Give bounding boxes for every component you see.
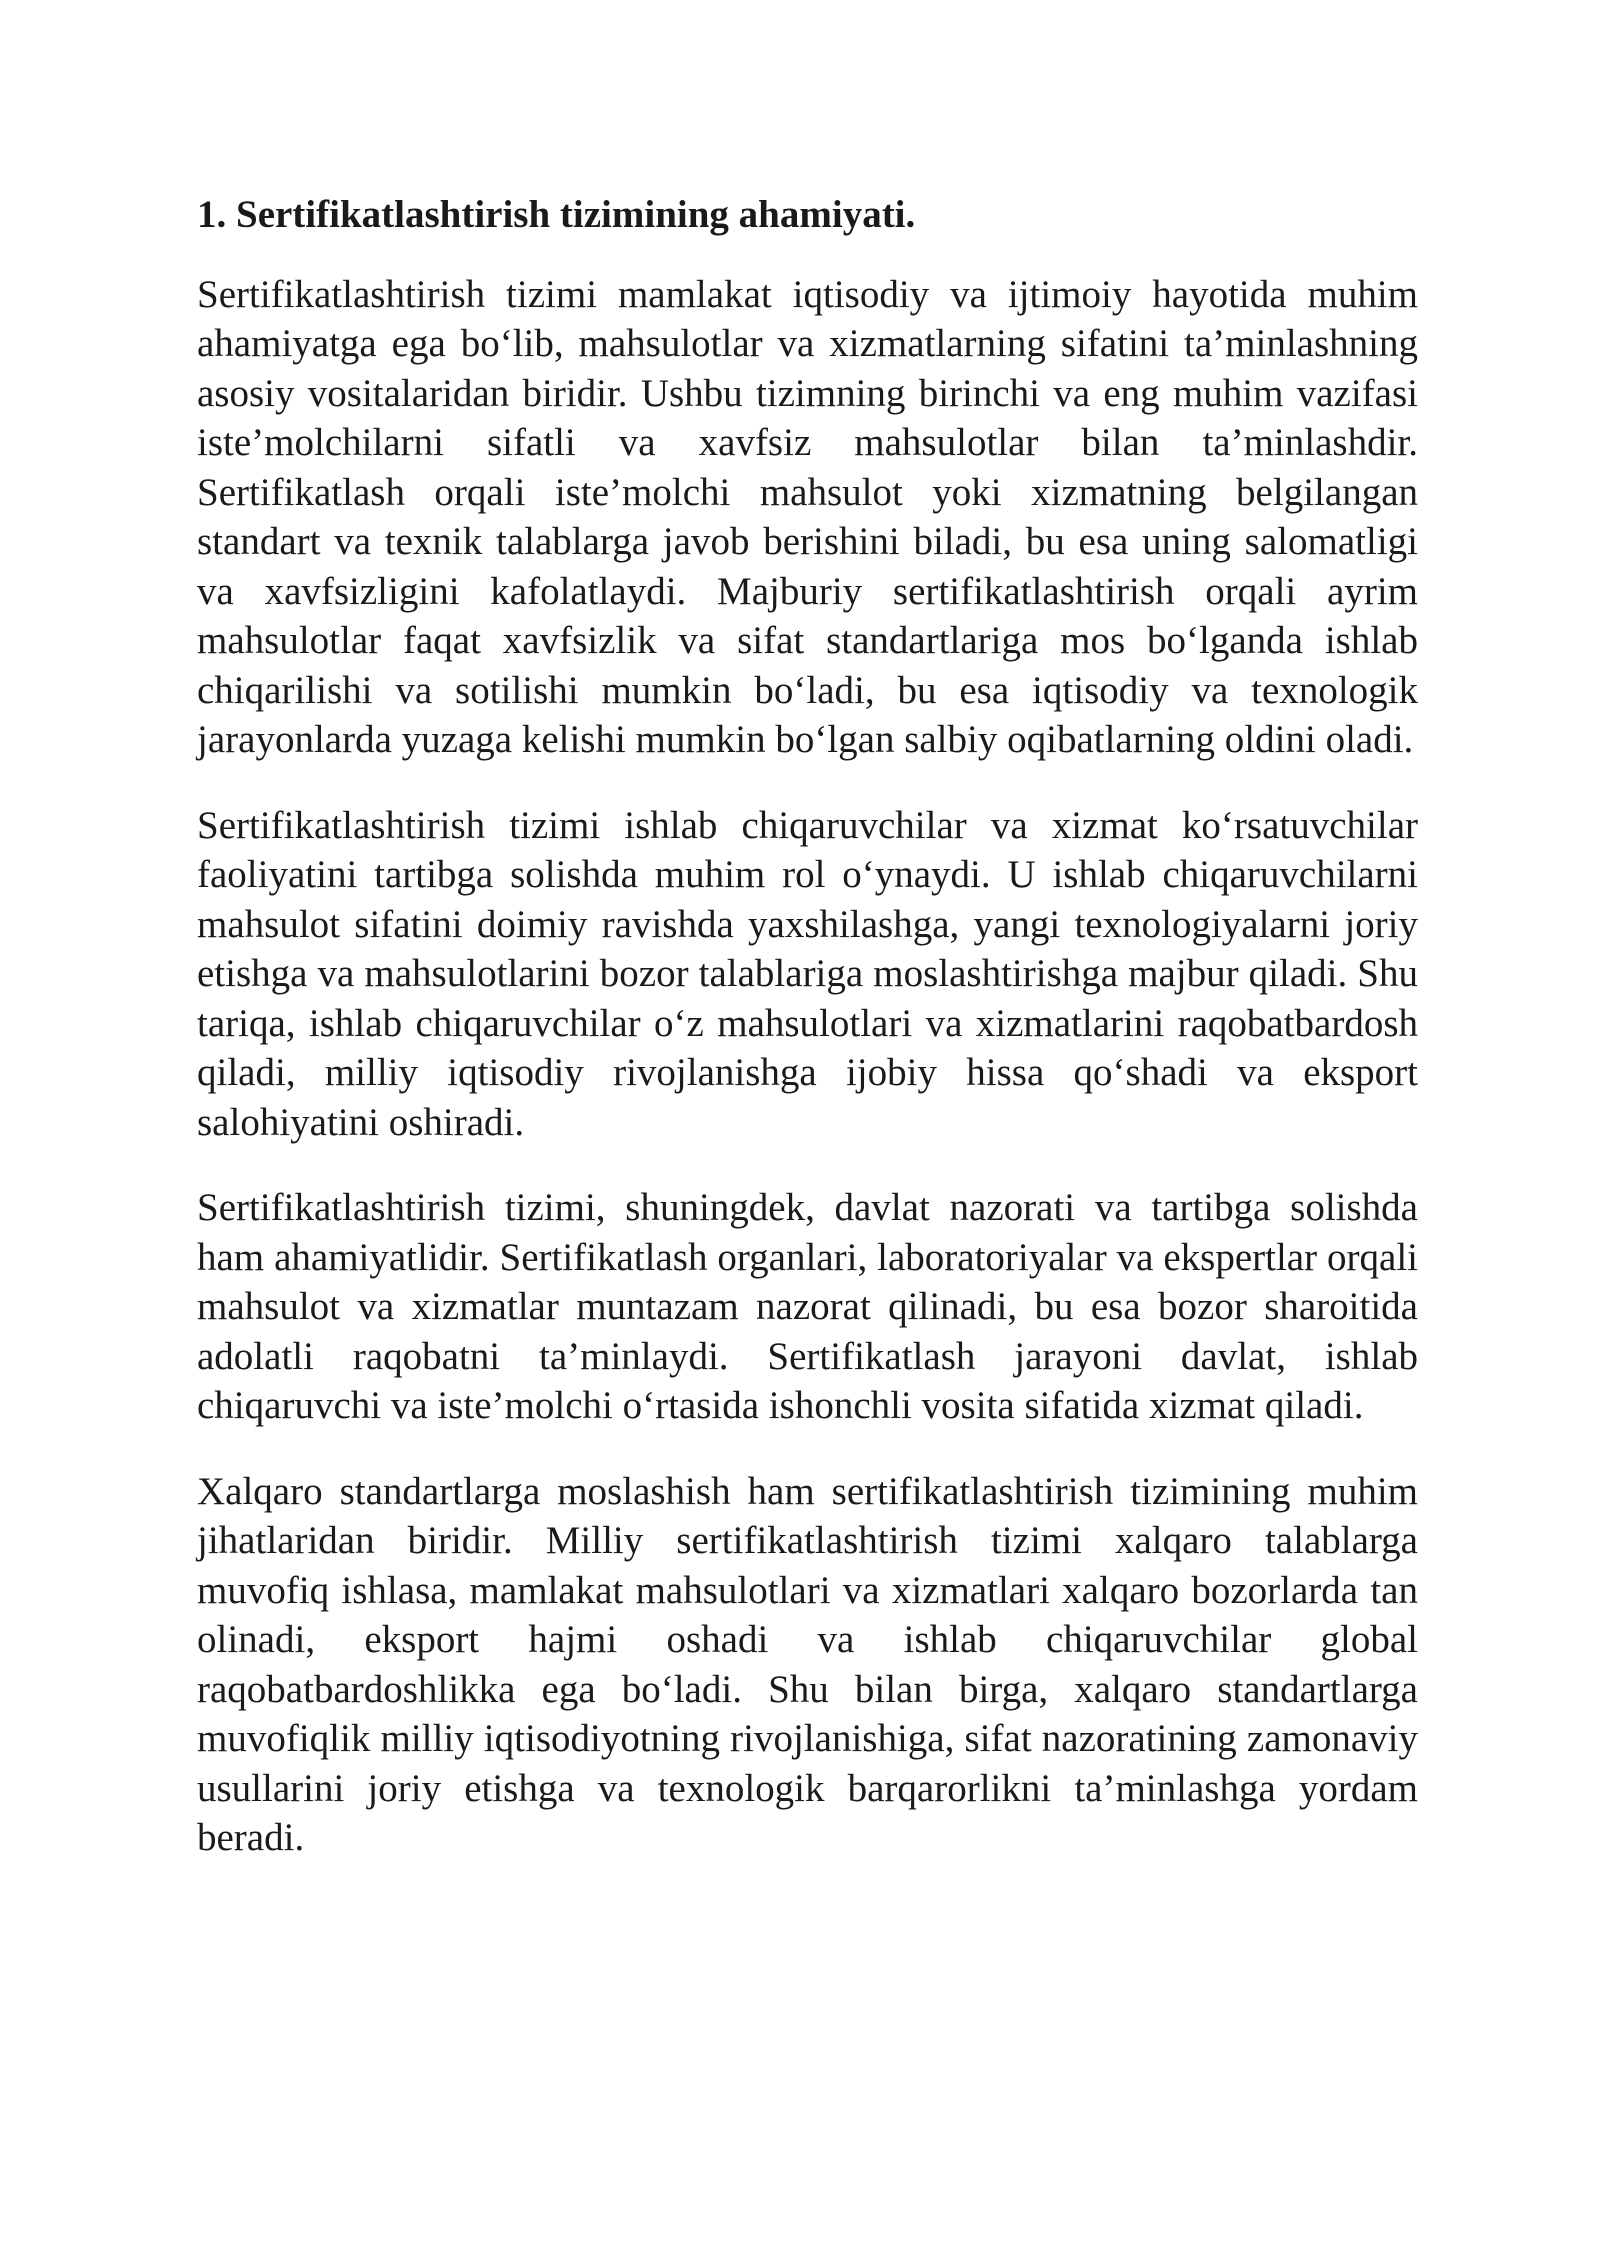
section-heading: 1. Sertifikatlashtirish tizimining ahamiyati.: [197, 193, 916, 236]
paragraph-2: Sertifikatlashtirish tizimi ishlab chiqaruvchilar va xizmat ko‘rsatuvchilar faoliyatini tartibga solishda muhim rol o‘ynaydi. U ishlab chiqaruvchilarni mahsulot sifatini doimiy ravishda yaxshilashga, yangi texnologiyalarni joriy etishga va mahsulotlarini bozor talablariga moslashtirishga majbur qiladi. Shu tariqa, ishlab chiqaruvchilar o‘z mahsulotlari va xizmatlarini raqobatbardosh qiladi, milliy iqtisodiy rivojlanishga ijobiy hissa qo‘shadi va eksport salohiyatini oshiradi.: [197, 803, 1418, 1144]
paragraph-3: Sertifikatlashtirish tizimi, shuningdek, davlat nazorati va tartibga solishda ham ahamiyatlidir. Sertifikatlash organlari, laboratoriyalar va ekspertlar orqali mahsulot va xizmatlar muntazam nazorat qilinadi, bu esa bozor sharoitida adolatli raqobatni ta’minlaydi. Sertifikatlash jarayoni davlat, ishlab chiqaruvchi va iste’molchi o‘rtasida ishonchli vosita sifatida xizmat qiladi.: [197, 1186, 1418, 1427]
paragraph-1: Sertifikatlashtirish tizimi mamlakat iqtisodiy va ijtimoiy hayotida muhim ahamiyatga ega bo‘lib, mahsulotlar va xizmatlarning sifatini ta’minlashning asosiy vositalaridan biridir. Ushbu tizimning birinchi va eng muhim vazifasi iste’molchilarni sifatli va xavfsiz mahsulotlar bilan ta’minlashdir. Sertifikatlash orqali iste’molchi mahsulot yoki xizmatning belgilangan standart va texnik talablarga javob berishini biladi, bu esa uning salomatligi va xavfsizligini kafolatlaydi. Majburiy sertifikatlashtirish orqali ayrim mahsulotlar faqat xavfsizlik va sifat standartlariga mos bo‘lganda ishlab chiqarilishi va sotilishi mumkin bo‘ladi, bu esa iqtisodiy va texnologik jarayonlarda yuzaga kelishi mumkin bo‘lgan salbiy oqibatlarning oldini oladi.: [197, 272, 1418, 761]
paragraph-4: Xalqaro standartlarga moslashish ham sertifikatlashtirish tizimining muhim jihatlaridan biridir. Milliy sertifikatlashtirish tizimi xalqaro talablarga muvofiq ishlasa, mamlakat mahsulotlari va xizmatlari xalqaro bozorlarda tan olinadi, eksport hajmi oshadi va ishlab chiqaruvchilar global raqobatbardoshlikka ega bo‘ladi. Shu bilan birga, xalqaro standartlarga muvofiqlik milliy iqtisodiyotning rivojlanishiga, sifat nazoratining zamonaviy usullarini joriy etishga va texnologik barqarorlikni ta’minlashga yordam beradi.: [197, 1469, 1418, 1859]
document-body: [197, 190, 1418, 1899]
